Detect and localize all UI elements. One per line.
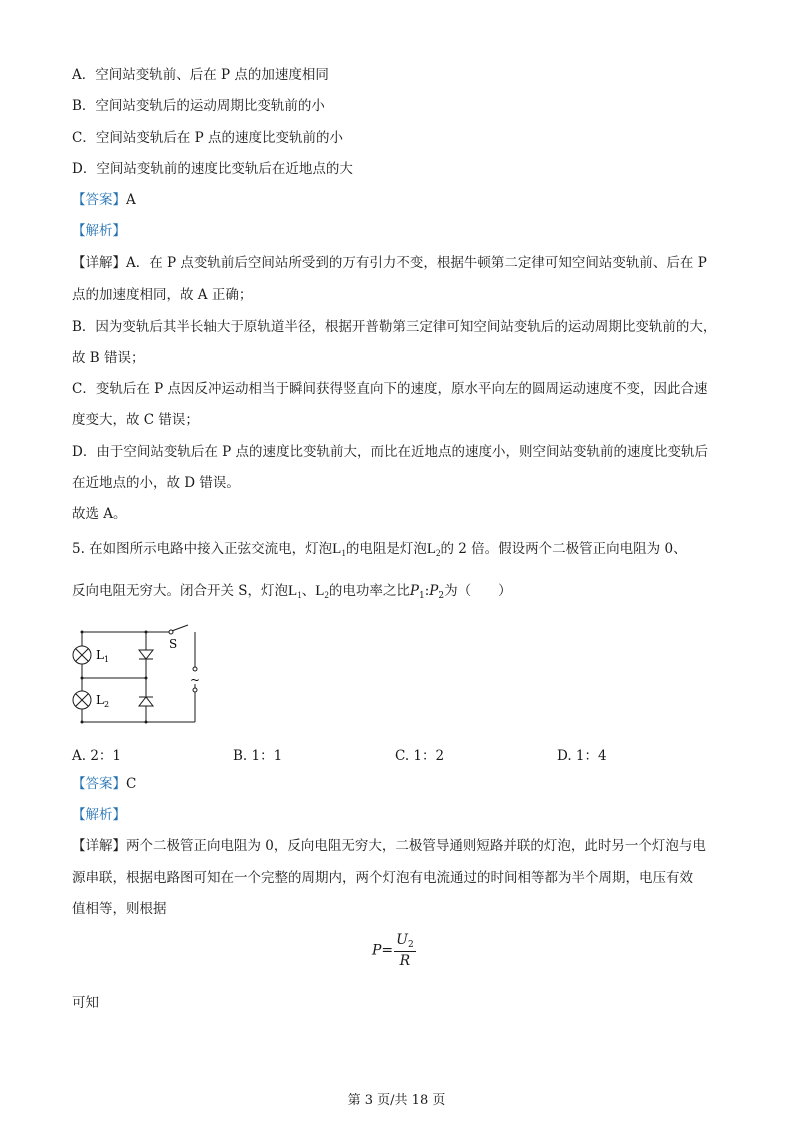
q4-detail-line-5: C．变轨后在 P 点因反冲运动相当于瞬间获得竖直向下的速度，原水平向左的圆周运动速度不变，因此合速: [72, 381, 708, 397]
detail-text: A．在 P 点变轨前后空间站所受到的万有引力不变，根据牛顿第二定律可知空间站变轨前、后在 P: [126, 255, 707, 271]
q5-detail-line-3: 值相等，则根据: [72, 901, 167, 917]
q5-detail-line-2: 源串联，根据电路图可知在一个完整的周期内，两个灯泡有电流通过的时间相等都为半个周期，电压有效: [72, 870, 693, 886]
ac-symbol: ~: [190, 673, 201, 687]
analysis-tag: 【解析】: [72, 807, 126, 823]
power-formula: P= $\frac{U_2}{R}$: [372, 932, 414, 969]
answer-tag: 【答案】: [72, 192, 126, 208]
q4-analysis: [72, 222, 126, 240]
ac-terminal-top: [193, 667, 197, 671]
q4-detail-line-6: 度变大，故 C 错误；: [72, 412, 199, 428]
q5-option-a: A. 2：1: [72, 748, 122, 764]
lamp-l1-symbol: [73, 646, 91, 664]
lamp-l2-label: $L_2$: [426, 541, 441, 558]
circuit-label-l2: $L_2$: [96, 693, 110, 709]
q4-option-c: C．空间站变轨后在 P 点的速度比变轨前的小: [72, 130, 343, 146]
q4-option-d: D．空间站变轨前的速度比变轨后在近地点的大: [72, 161, 353, 177]
q5-text: 为（ ）: [444, 583, 512, 599]
q5-option-d: D. 1：4: [557, 748, 607, 764]
q5-option-b: B. 1：1: [233, 748, 283, 764]
q5-text: 的 2 倍。假设两个二极管正向电阻为 0、: [440, 541, 687, 557]
q5-text: 的电功率之比: [328, 583, 410, 599]
q4-option-b: B．空间站变轨后的运动周期比变轨前的小: [72, 98, 325, 114]
answer-tag: 【答案】: [72, 776, 126, 792]
q5-answer: [72, 775, 136, 793]
q5-stem-line-2: [72, 582, 512, 605]
lamp-l1-label: $L_1$: [288, 583, 302, 600]
page-footer: 第 3 页/共 18 页: [347, 1093, 446, 1108]
lamp-l2-symbol: [73, 691, 91, 709]
q4-detail-line-2: 点的加速度相同，故 A 正确；: [72, 287, 253, 303]
q4-detail-line-4: 故 B 错误；: [72, 350, 145, 366]
answer-value: C: [126, 776, 137, 792]
q4-detail-line-9: 故选 A。: [72, 506, 127, 522]
q4-answer: [72, 191, 136, 209]
q4-detail-line-7: D．由于空间站变轨后在 P 点的速度比变轨前大，而比在近地点的速度小，则空间站变轨前的速度比变轨后: [72, 444, 708, 460]
detail-tag: 【详解】: [72, 838, 126, 854]
q5-text: 反向电阻无穷大。闭合开关 S，灯泡: [72, 583, 289, 599]
detail-text: 两个二极管正向电阻为 0，反向电阻无穷大，二极管导通则短路并联的灯泡，此时另一个灯泡与电: [126, 838, 706, 854]
power-ratio: $P_1:P_2$: [409, 583, 445, 601]
q5-text: 、: [301, 583, 316, 599]
q5-text: 的电阻是灯泡: [345, 541, 427, 557]
lamp-l1-label: $L_1$: [332, 541, 346, 558]
analysis-tag: 【解析】: [72, 223, 126, 239]
q5-detail-line-4: 可知: [72, 995, 99, 1011]
q5-stem-line-1: [72, 540, 687, 562]
q4-option-a: A．空间站变轨前、后在 P 点的加速度相同: [72, 67, 329, 83]
q4-detail-line-1: [72, 254, 707, 272]
q4-detail-line-8: 在近地点的小，故 D 错误。: [72, 475, 240, 491]
q5-analysis: [72, 806, 126, 824]
q5-option-c: C. 1：2: [395, 748, 445, 764]
diode-lower: [139, 697, 153, 706]
diode-upper: [139, 650, 153, 659]
circuit-label-s: S: [169, 637, 178, 651]
q5-detail-line-1: [72, 837, 706, 855]
switch-contact: [169, 630, 173, 634]
ac-terminal-bottom: [193, 688, 197, 692]
q4-detail-line-3: B．因为变轨后其半长轴大于原轨道半径，根据开普勒第三定律可知空间站变轨后的运动周期比变轨前的大，: [72, 319, 717, 335]
answer-value: A: [126, 192, 136, 208]
q5-text: 5. 在如图所示电路中接入正弦交流电，灯泡: [72, 541, 333, 557]
circuit-diagram: [68, 622, 208, 730]
circuit-label-l1: $L_1$: [96, 648, 110, 664]
detail-tag: 【详解】: [72, 255, 126, 271]
lamp-l2-label: $L_2$: [315, 583, 329, 600]
